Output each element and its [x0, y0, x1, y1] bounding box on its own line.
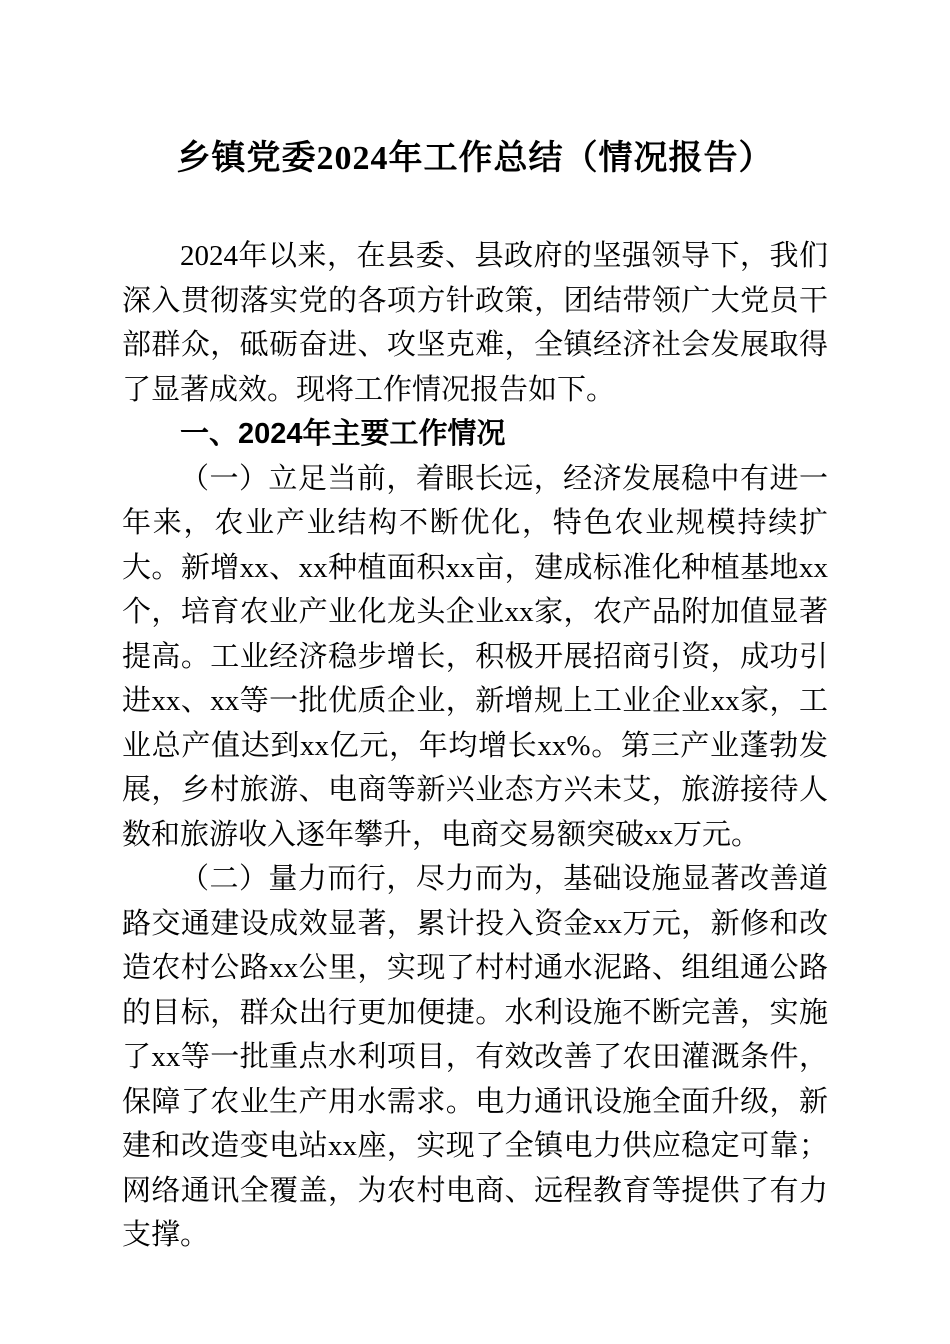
section-1-paragraph-2: （二）量力而行，尽力而为，基础设施显著改善道路交通建设成效显著，累计投入资金xx万元，新修和改造农村公路xx公里，实现了村村通水泥路、组组通公路的目标，群众出行更加便捷。水利设施不断完善，实施了xx等一批重点水利项目，有效改善了农田灌溉条件，保障了农业生产用水需求。电力通讯设施全面升级，新建和改造变电站xx座，实现了全镇电力供应稳定可靠；网络通讯全覆盖，为农村电商、远程教育等提供了有力支撑。 [122, 863, 828, 1251]
section-1-paragraph-1: （一）立足当前，着眼长远，经济发展稳中有进一年来，农业产业结构不断优化，特色农业规模持续扩大。新增xx、xx种植面积xx亩，建成标准化种植基地xx个，培育农业产业化龙头企业xx家，农产品附加值显著提高。工业经济稳步增长，积极开展招商引资，成功引进xx、xx等一批优质企业，新增规上工业企业xx家，工业总产值达到xx亿元，年均增长xx%。第三产业蓬勃发展，乡村旅游、电商等新兴业态方兴未艾，旅游接待人数和旅游收入逐年攀升，电商交易额突破xx万元。 [122, 462, 828, 851]
document-title: 乡镇党委2024年工作总结（情况报告） [176, 140, 774, 177]
intro-paragraph: 2024年以来，在县委、县政府的坚强领导下，我们深入贯彻落实党的各项方针政策，团结带领广大党员干部群众，砥砺奋进、攻坚克难，全镇经济社会发展取得了显著成效。现将工作情况报告如下。 [122, 240, 828, 406]
section-1-heading: 一、2024年主要工作情况 [180, 418, 506, 450]
document-body [122, 234, 828, 1258]
